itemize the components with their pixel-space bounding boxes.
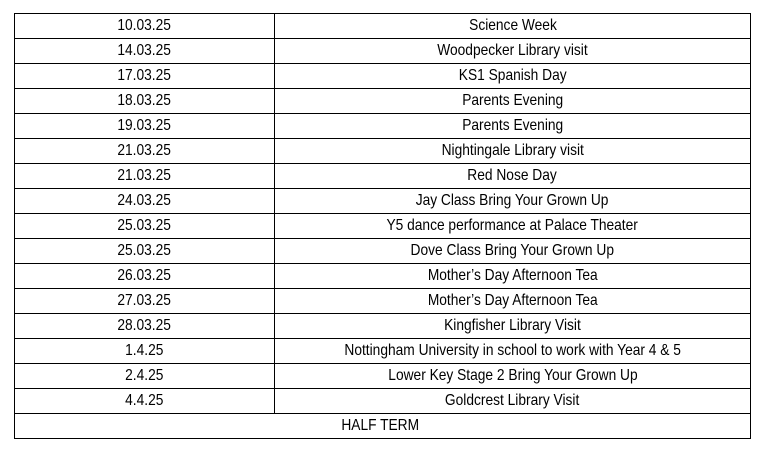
event-date-text: 25.03.25 xyxy=(117,242,172,259)
event-date-text: 25.03.25 xyxy=(117,217,172,234)
events-table-body xyxy=(15,14,751,439)
event-date-text: 2.4.25 xyxy=(125,367,164,384)
event-name xyxy=(275,139,751,164)
event-date-text: 27.03.25 xyxy=(117,292,172,309)
event-date-text: 18.03.25 xyxy=(117,92,172,109)
event-date-text: 28.03.25 xyxy=(117,317,172,334)
event-date xyxy=(15,64,275,89)
event-name xyxy=(275,89,751,114)
event-name-text: Y5 dance performance at Palace Theater xyxy=(386,217,639,234)
event-name xyxy=(275,264,751,289)
table-row xyxy=(15,64,751,89)
event-name xyxy=(275,189,751,214)
table-row xyxy=(15,264,751,289)
half-term-label: HALF TERM xyxy=(341,417,420,434)
event-name-text: Mother’s Day Afternoon Tea xyxy=(427,267,598,284)
event-date xyxy=(15,314,275,339)
event-date xyxy=(15,189,275,214)
table-row xyxy=(15,164,751,189)
event-name-text: Kingfisher Library Visit xyxy=(444,317,581,334)
table-row xyxy=(15,114,751,139)
event-date xyxy=(15,239,275,264)
event-date-text: 10.03.25 xyxy=(117,17,172,34)
event-name-text: Mother’s Day Afternoon Tea xyxy=(427,292,598,309)
table-row xyxy=(15,239,751,264)
event-date-text: 26.03.25 xyxy=(117,267,172,284)
table-row xyxy=(15,89,751,114)
event-date xyxy=(15,264,275,289)
table-row xyxy=(15,289,751,314)
event-name-text: Goldcrest Library Visit xyxy=(445,392,580,409)
event-name xyxy=(275,314,751,339)
event-date xyxy=(15,164,275,189)
event-date xyxy=(15,39,275,64)
half-term-cell xyxy=(15,414,751,439)
event-date-text: 24.03.25 xyxy=(117,192,172,209)
event-name-text: Red Nose Day xyxy=(467,167,558,184)
event-name xyxy=(275,214,751,239)
event-name xyxy=(275,64,751,89)
table-row xyxy=(15,14,751,39)
event-name xyxy=(275,389,751,414)
event-name xyxy=(275,14,751,39)
event-date-text: 17.03.25 xyxy=(117,67,172,84)
event-name xyxy=(275,239,751,264)
table-row xyxy=(15,214,751,239)
event-date-text: 1.4.25 xyxy=(125,342,164,359)
table-row xyxy=(15,339,751,364)
event-name xyxy=(275,289,751,314)
event-name xyxy=(275,114,751,139)
event-name-text: KS1 Spanish Day xyxy=(458,67,567,84)
event-date xyxy=(15,364,275,389)
event-name-text: Science Week xyxy=(468,17,557,34)
event-name xyxy=(275,39,751,64)
event-name-text: Parents Evening xyxy=(462,92,563,109)
table-row xyxy=(15,389,751,414)
event-date-text: 21.03.25 xyxy=(117,142,172,159)
event-name-text: Nightingale Library visit xyxy=(441,142,584,159)
table-row xyxy=(15,189,751,214)
event-date xyxy=(15,339,275,364)
event-name-text: Dove Class Bring Your Grown Up xyxy=(410,242,615,259)
event-date-text: 4.4.25 xyxy=(125,392,164,409)
event-name-text: Nottingham University in school to work with Year 4 & 5 xyxy=(344,342,681,359)
event-date xyxy=(15,114,275,139)
table-row xyxy=(15,364,751,389)
table-row xyxy=(15,314,751,339)
event-name-text: Parents Evening xyxy=(462,117,563,134)
event-name-text: Lower Key Stage 2 Bring Your Grown Up xyxy=(387,367,638,384)
event-date xyxy=(15,214,275,239)
event-name xyxy=(275,364,751,389)
half-term-row xyxy=(15,414,751,439)
event-name-text: Woodpecker Library visit xyxy=(437,42,588,59)
event-date xyxy=(15,289,275,314)
event-date xyxy=(15,139,275,164)
event-date xyxy=(15,389,275,414)
event-name-text: Jay Class Bring Your Grown Up xyxy=(416,192,609,209)
event-name xyxy=(275,339,751,364)
event-date xyxy=(15,14,275,39)
table-row xyxy=(15,39,751,64)
event-date-text: 14.03.25 xyxy=(117,42,172,59)
events-table xyxy=(14,13,751,439)
event-name xyxy=(275,164,751,189)
event-date-text: 21.03.25 xyxy=(117,167,172,184)
table-row xyxy=(15,139,751,164)
event-date xyxy=(15,89,275,114)
event-date-text: 19.03.25 xyxy=(117,117,172,134)
